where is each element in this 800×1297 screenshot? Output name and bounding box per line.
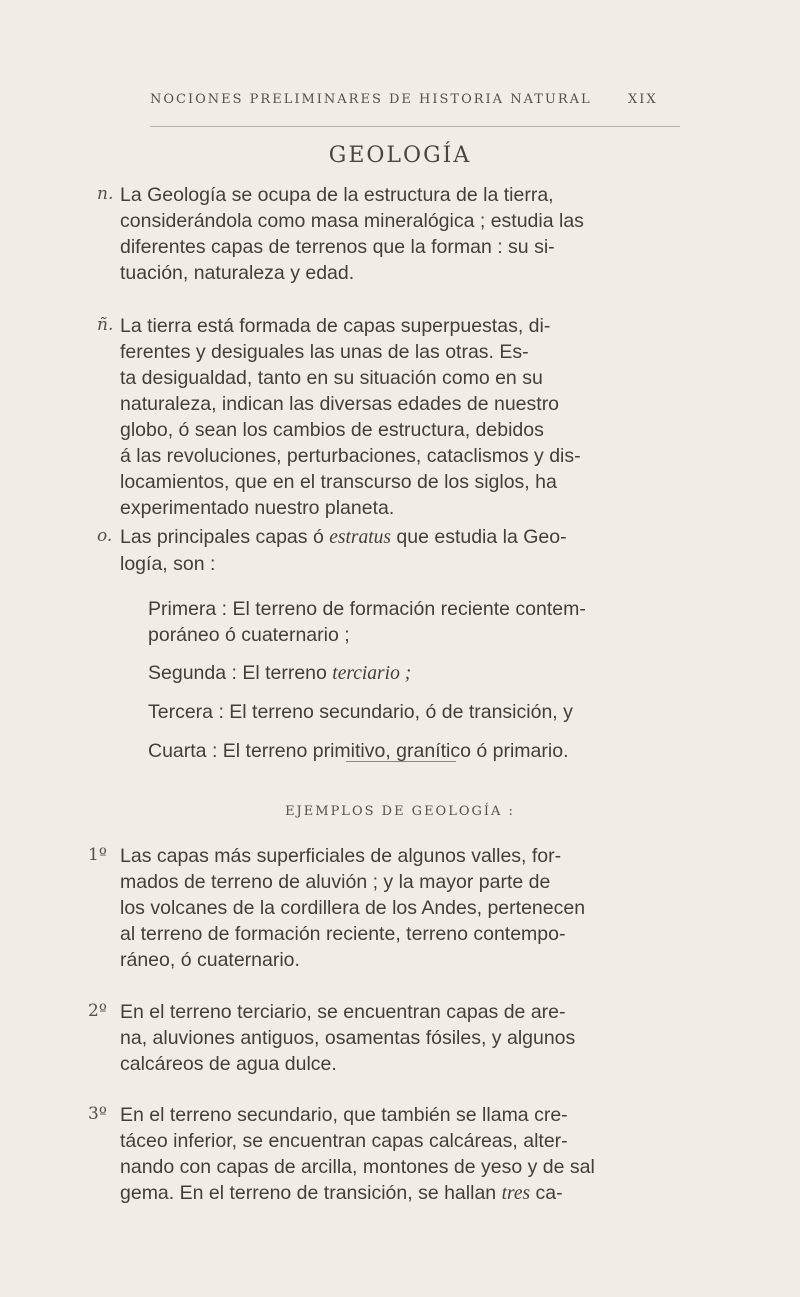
- text-line: ráneo, ó cuaternario.: [120, 949, 300, 971]
- italic-term: terciario ;: [332, 663, 412, 684]
- text-line: nando con capas de arcilla, montones de yeso y de sal: [120, 1156, 595, 1178]
- text-line: los volcanes de la cordillera de los Andes, pertenecen: [120, 897, 586, 919]
- list-item-segunda: Segunda : El terreno terciario ;: [148, 662, 412, 684]
- example-text: [120, 843, 680, 973]
- text-line: á las revoluciones, perturbaciones, cataclismos y dis-: [120, 445, 581, 467]
- example-text: [120, 1102, 680, 1207]
- text-line: locamientos, que en el transcurso de los siglos, ha: [120, 471, 557, 493]
- examples-heading: EJEMPLOS DE GEOLOGÍA :: [285, 804, 515, 819]
- section-divider: [346, 761, 456, 762]
- text-line: ferentes y desiguales las unas de las otras. Es-: [120, 341, 529, 363]
- text-line: naturaleza, indican las diversas edades de nuestro: [120, 393, 560, 415]
- paragraph-text: [120, 182, 680, 286]
- running-title: NOCIONES PRELIMINARES DE HISTORIA NATURAL: [150, 92, 592, 107]
- list-item-tercera: Tercera : El terreno secundario, ó de transición, y: [148, 701, 573, 723]
- page-number: XIX: [628, 92, 658, 107]
- example-marker: 3º: [88, 1104, 107, 1124]
- italic-term: tres: [501, 1183, 531, 1204]
- text-line: En el terreno terciario, se encuentran capas de are-: [120, 1001, 566, 1023]
- text-line: En el terreno secundario, que también se llama cre-: [120, 1104, 568, 1126]
- header-rule: [150, 126, 680, 127]
- text-line: globo, ó sean los cambios de estructura, debidos: [120, 419, 544, 441]
- text-line: Las capas más superficiales de algunos valles, for-: [120, 845, 562, 867]
- list-item-cuarta: Cuarta : El terreno primitivo, granítico ó primario.: [148, 740, 569, 762]
- paragraph-text: [120, 313, 680, 521]
- text-line: al terreno de formación reciente, terreno contempo-: [120, 923, 566, 945]
- text-line: calcáreos de agua dulce.: [120, 1053, 337, 1075]
- example-marker: 2º: [88, 1001, 107, 1021]
- paragraph-text: [120, 524, 680, 577]
- text-line: La tierra está formada de capas superpuestas, di-: [120, 315, 551, 337]
- text-line: logía, son :: [120, 553, 216, 575]
- italic-term: estratus: [329, 527, 391, 548]
- example-text: [120, 999, 680, 1077]
- text-line: na, aluviones antiguos, osamentas fósiles, y algunos: [120, 1027, 576, 1049]
- text-line: táceo inferior, se encuentran capas calcáreas, alter-: [120, 1130, 568, 1152]
- text-line: La Geología se ocupa de la estructura de la tierra,: [120, 184, 554, 206]
- paragraph-marker: ñ.: [97, 315, 114, 335]
- text-line: diferentes capas de terrenos que la forman : su si-: [120, 236, 555, 258]
- text-line: ta desigualdad, tanto en su situación como en su: [120, 367, 543, 389]
- text-line: tuación, naturaleza y edad.: [120, 262, 355, 284]
- paragraph-marker: n.: [97, 184, 114, 204]
- text-line: gema. En el terreno de transición, se hallan tres ca-: [120, 1182, 563, 1204]
- example-marker: 1º: [88, 845, 107, 865]
- text-line: Las principales capas ó estratus que estudia la Geo-: [120, 526, 567, 548]
- text-line: experimentado nuestro planeta.: [120, 497, 395, 519]
- section-title: GEOLOGÍA: [328, 143, 472, 168]
- paragraph-marker: o.: [97, 526, 113, 546]
- text-line: considerándola como masa mineralógica ; estudia las: [120, 210, 584, 232]
- text-line: mados de terreno de aluvión ; y la mayor parte de: [120, 871, 551, 893]
- list-item-primera: Primera : El terreno de formación reciente contem- poráneo ó cuaternario ;: [148, 598, 586, 646]
